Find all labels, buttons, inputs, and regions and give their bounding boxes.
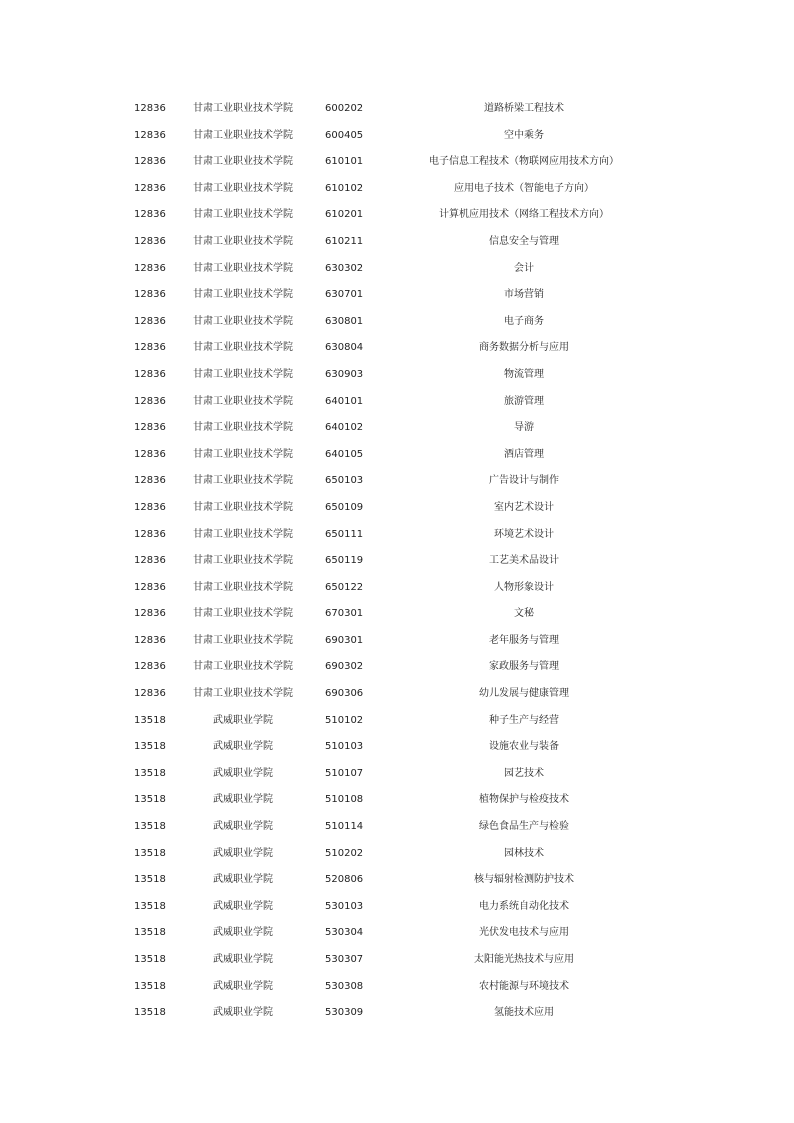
major-code-cell: 600202 [325,103,364,114]
major-code-cell: 510103 [325,741,364,753]
major-name-cell: 老年服务与管理 [489,634,559,646]
major-name-cell: 环境艺术设计 [494,528,554,540]
school-code-cell: 13518 [134,767,166,779]
school-name-cell: 甘肃工业职业技术学院 [193,315,293,327]
table-row [0,708,794,735]
table-body [0,96,794,1027]
school-name-cell: 甘肃工业职业技术学院 [193,528,293,540]
table-row [0,522,794,549]
major-name-cell: 计算机应用技术（网络工程技术方向） [439,209,609,221]
major-name-cell: 家政服务与管理 [489,661,559,673]
major-code-cell: 640101 [325,395,364,407]
table-row [0,814,794,841]
major-name-cell: 绿色食品生产与检验 [479,821,569,833]
table-row [0,202,794,229]
school-code-cell: 12836 [134,262,166,274]
table-row [0,96,794,123]
major-code-cell: 510102 [325,714,364,726]
school-code-cell: 12836 [134,475,166,487]
school-code-cell: 13518 [134,874,166,886]
table-row [0,442,794,469]
major-code-cell: 690306 [325,688,364,700]
major-name-cell: 会计 [514,262,534,274]
major-code-cell: 630804 [325,342,364,354]
table-row [0,681,794,708]
major-code-cell: 510202 [325,847,364,859]
major-name-cell: 导游 [514,422,534,434]
major-code-cell: 640102 [325,422,364,434]
table-row [0,654,794,681]
table-row [0,867,794,894]
major-code-cell: 630701 [325,289,364,301]
table-row [0,734,794,761]
school-code-cell: 13518 [134,980,166,992]
school-code-cell: 12836 [134,528,166,540]
major-code-cell: 600405 [325,129,364,141]
school-name-cell: 甘肃工业职业技术学院 [193,475,293,487]
major-code-cell: 530309 [325,1007,364,1019]
school-name-cell: 甘肃工业职业技术学院 [193,209,293,221]
major-name-cell: 氢能技术应用 [494,1007,554,1019]
major-code-cell: 530304 [325,927,364,939]
major-code-cell: 520806 [325,874,364,886]
table-row [0,468,794,495]
table-row [0,787,794,814]
table-row [0,920,794,947]
school-name-cell: 武威职业学院 [213,767,273,779]
school-name-cell: 甘肃工业职业技术学院 [193,395,293,407]
major-name-cell: 信息安全与管理 [489,235,559,247]
major-code-cell: 510107 [325,767,364,779]
major-name-cell: 太阳能光热技术与应用 [474,954,574,965]
school-code-cell: 13518 [134,741,166,753]
major-name-cell: 设施农业与装备 [489,741,559,753]
school-name-cell: 甘肃工业职业技术学院 [193,289,293,301]
major-code-cell: 690302 [325,661,364,673]
table-row [0,362,794,389]
school-code-cell: 12836 [134,581,166,593]
table-row [0,256,794,283]
major-name-cell: 植物保护与检疫技术 [479,794,569,806]
major-name-cell: 旅游管理 [504,395,544,407]
school-code-cell: 12836 [134,634,166,646]
school-code-cell: 12836 [134,129,166,141]
major-code-cell: 630801 [325,315,364,327]
table-row [0,601,794,628]
school-code-cell: 12836 [134,182,166,194]
major-code-cell: 670301 [325,608,364,620]
school-name-cell: 甘肃工业职业技术学院 [193,235,293,247]
major-name-cell: 电子信息工程技术（物联网应用技术方向） [429,156,619,168]
school-code-cell: 12836 [134,448,166,460]
major-name-cell: 园林技术 [504,847,544,859]
school-code-cell: 12836 [134,315,166,327]
major-name-cell: 工艺美术品设计 [489,555,559,567]
school-name-cell: 甘肃工业职业技术学院 [193,555,293,567]
school-name-cell: 武威职业学院 [213,741,273,753]
school-code-cell: 12836 [134,395,166,407]
major-code-cell: 650122 [325,581,364,593]
school-code-cell: 12836 [134,422,166,434]
school-name-cell: 甘肃工业职业技术学院 [193,448,293,460]
major-name-cell: 空中乘务 [504,129,544,141]
table-row [0,575,794,602]
school-name-cell: 武威职业学院 [213,794,273,806]
major-code-cell: 610101 [325,156,364,168]
school-code-cell: 13518 [134,900,166,912]
school-name-cell: 武威职业学院 [213,900,273,912]
school-name-cell: 甘肃工业职业技术学院 [193,129,293,141]
school-name-cell: 武威职业学院 [213,714,273,726]
school-code-cell: 12836 [134,235,166,247]
table-row [0,389,794,416]
school-name-cell: 武威职业学院 [213,1007,273,1019]
school-code-cell: 12836 [134,501,166,513]
major-name-cell: 应用电子技术（智能电子方向） [454,182,594,194]
school-name-cell: 武威职业学院 [213,874,273,886]
school-code-cell: 12836 [134,688,166,700]
major-code-cell: 530103 [325,900,364,912]
major-name-cell: 道路桥梁工程技术 [484,103,564,114]
major-code-cell: 630302 [325,262,364,274]
school-name-cell: 甘肃工业职业技术学院 [193,103,293,114]
school-name-cell: 甘肃工业职业技术学院 [193,182,293,194]
school-code-cell: 12836 [134,156,166,168]
major-code-cell: 530307 [325,954,364,965]
school-name-cell: 甘肃工业职业技术学院 [193,262,293,274]
major-name-cell: 文秘 [514,608,534,620]
table-row [0,176,794,203]
table-row [0,761,794,788]
school-name-cell: 武威职业学院 [213,821,273,833]
school-name-cell: 甘肃工业职业技术学院 [193,501,293,513]
table-row [0,628,794,655]
table-row [0,149,794,176]
school-name-cell: 武威职业学院 [213,980,273,992]
major-name-cell: 核与辐射检测防护技术 [474,874,574,886]
major-name-cell: 种子生产与经营 [489,714,559,726]
major-name-cell: 室内艺术设计 [494,501,554,513]
table-row [0,335,794,362]
major-code-cell: 650103 [325,475,364,487]
school-code-cell: 13518 [134,794,166,806]
major-name-cell: 光伏发电技术与应用 [479,927,569,939]
table-row [0,309,794,336]
major-name-cell: 电力系统自动化技术 [479,900,569,912]
major-code-cell: 510114 [325,821,364,833]
table-row [0,282,794,309]
major-code-cell: 690301 [325,634,364,646]
major-code-cell: 640105 [325,448,364,460]
major-name-cell: 园艺技术 [504,767,544,779]
school-name-cell: 甘肃工业职业技术学院 [193,634,293,646]
school-code-cell: 12836 [134,608,166,620]
major-code-cell: 650111 [325,528,364,540]
school-code-cell: 13518 [134,954,166,965]
school-name-cell: 甘肃工业职业技术学院 [193,342,293,354]
table-row [0,841,794,868]
major-code-cell: 650119 [325,555,364,567]
school-code-cell: 12836 [134,661,166,673]
table-row [0,894,794,921]
school-code-cell: 13518 [134,847,166,859]
school-code-cell: 12836 [134,209,166,221]
school-name-cell: 甘肃工业职业技术学院 [193,156,293,168]
table-row [0,229,794,256]
table-row [0,947,794,974]
school-name-cell: 甘肃工业职业技术学院 [193,608,293,620]
table-row [0,1000,794,1027]
school-code-cell: 13518 [134,927,166,939]
school-code-cell: 13518 [134,714,166,726]
school-name-cell: 甘肃工业职业技术学院 [193,368,293,380]
major-name-cell: 幼儿发展与健康管理 [479,688,569,700]
school-code-cell: 12836 [134,342,166,354]
school-code-cell: 12836 [134,368,166,380]
table-row [0,974,794,1001]
major-name-cell: 电子商务 [504,315,544,327]
school-name-cell: 武威职业学院 [213,927,273,939]
major-name-cell: 物流管理 [504,368,544,380]
school-name-cell: 甘肃工业职业技术学院 [193,422,293,434]
school-code-cell: 13518 [134,1007,166,1019]
major-name-cell: 酒店管理 [504,448,544,460]
table-row [0,548,794,575]
school-name-cell: 甘肃工业职业技术学院 [193,688,293,700]
major-code-cell: 610211 [325,235,364,247]
major-code-cell: 610102 [325,182,364,194]
major-name-cell: 农村能源与环境技术 [479,980,569,992]
major-name-cell: 人物形象设计 [494,581,554,593]
major-name-cell: 商务数据分析与应用 [479,342,569,354]
school-name-cell: 甘肃工业职业技术学院 [193,581,293,593]
major-code-cell: 530308 [325,980,364,992]
major-code-cell: 610201 [325,209,364,221]
table-row [0,123,794,150]
school-code-cell: 13518 [134,821,166,833]
major-name-cell: 广告设计与制作 [489,475,559,487]
school-name-cell: 甘肃工业职业技术学院 [193,661,293,673]
major-list-table [0,96,794,1027]
table-row [0,495,794,522]
school-code-cell: 12836 [134,555,166,567]
major-code-cell: 510108 [325,794,364,806]
school-code-cell: 12836 [134,289,166,301]
school-code-cell: 12836 [134,103,166,114]
major-code-cell: 630903 [325,368,364,380]
table-row [0,415,794,442]
school-name-cell: 武威职业学院 [213,847,273,859]
major-code-cell: 650109 [325,501,364,513]
major-name-cell: 市场营销 [504,289,544,301]
school-name-cell: 武威职业学院 [213,954,273,965]
